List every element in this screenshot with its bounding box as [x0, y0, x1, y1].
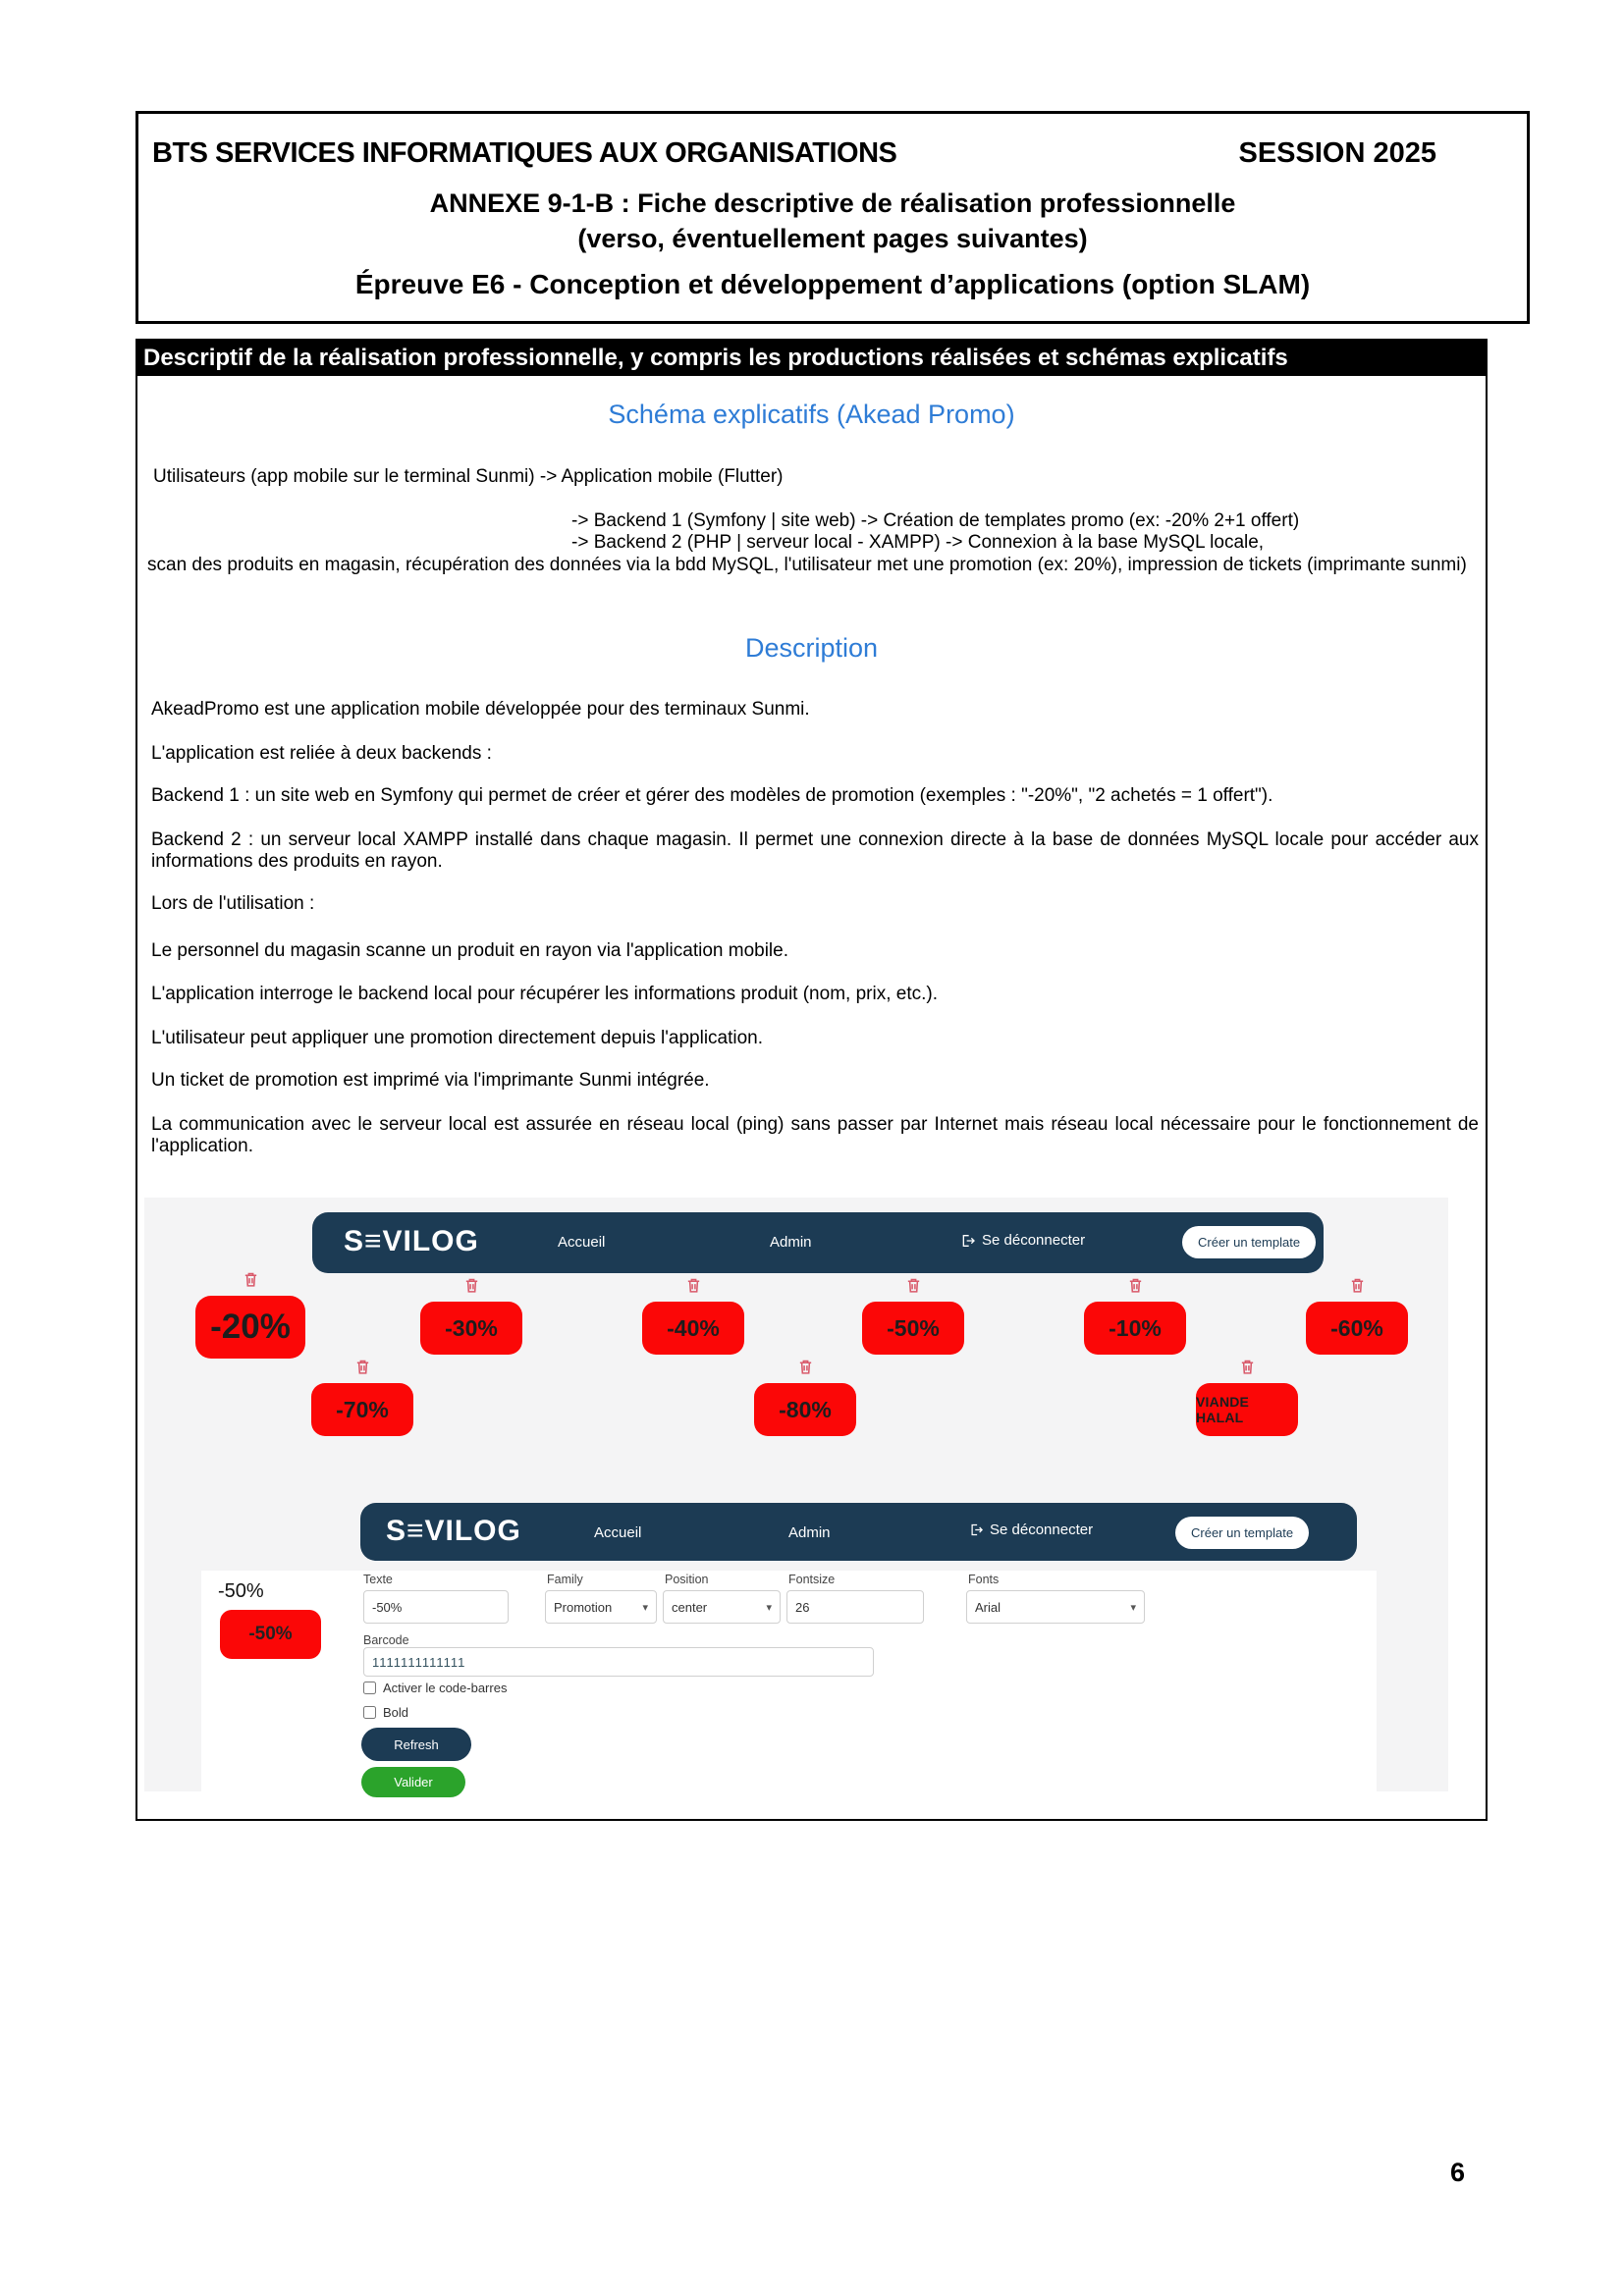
promo-tag[interactable]: -80%	[754, 1383, 856, 1436]
promo-tag-group	[754, 1358, 856, 1436]
barcode-input[interactable]	[363, 1647, 874, 1677]
schema-line: -> Backend 1 (Symfony | site web) -> Création de templates promo (ex: -20% 2+1 offert)	[571, 510, 1300, 531]
schema-heading: Schéma explicatifs (Akead Promo)	[608, 400, 1015, 429]
template-editor-panel	[201, 1571, 1377, 1806]
section-banner: Descriptif de la réalisation professionnelle, y compris les productions réalisées et schémas explicatifs	[137, 341, 1486, 376]
exam-title: BTS SERVICES INFORMATIQUES AUX ORGANISATIONS	[152, 137, 897, 169]
annexe-title: ANNEXE 9-1-B : Fiche descriptive de réalisation professionnelle	[429, 188, 1236, 218]
promo-tag-group	[642, 1276, 744, 1355]
promo-tag-group	[1306, 1276, 1408, 1355]
nav-accueil[interactable]: Accueil	[558, 1234, 606, 1251]
trash-icon[interactable]	[243, 1270, 259, 1289]
nav-logout-label: Se déconnecter	[982, 1232, 1086, 1249]
position-label: Position	[665, 1573, 709, 1586]
barcode-label: Barcode	[363, 1633, 409, 1647]
valider-button[interactable]: Valider	[361, 1767, 465, 1797]
app1-navbar	[312, 1212, 1324, 1273]
template-preview-label: -50%	[218, 1580, 264, 1602]
promo-tag-group	[862, 1276, 964, 1355]
description-paragraph: Un ticket de promotion est imprimé via l'imprimante Sunmi intégrée.	[151, 1070, 710, 1091]
trash-icon[interactable]	[905, 1276, 922, 1295]
annexe-subtitle: (verso, éventuellement pages suivantes)	[577, 224, 1088, 253]
description-paragraph: Le personnel du magasin scanne un produit en rayon via l'application mobile.	[151, 940, 788, 961]
promo-tag-group	[1084, 1276, 1186, 1355]
app2-navbar	[360, 1503, 1357, 1561]
description-paragraph: Backend 2 : un serveur local XAMPP installé dans chaque magasin. Il permet une connexion directe à la base de données MySQL locale pour accéder aux informations des produits en rayon.	[151, 829, 1479, 872]
chevron-down-icon: ▾	[642, 1601, 648, 1614]
bold-checkbox-label: Bold	[383, 1705, 409, 1720]
nav-logout[interactable]	[960, 1232, 1085, 1249]
refresh-button[interactable]: Refresh	[361, 1728, 471, 1761]
sevilog-logo: S≡VILOG	[344, 1225, 479, 1257]
description-heading: Description	[744, 633, 879, 663]
page-number: 6	[1450, 2158, 1466, 2187]
position-select[interactable]	[663, 1590, 781, 1624]
schema-line: scan des produits en magasin, récupération des données via la bdd MySQL, l'utilisateur met une promotion (ex: 20%), impression de tickets (imprimante sunmi)	[147, 555, 1467, 575]
family-label: Family	[547, 1573, 583, 1586]
app-screenshot-area	[144, 1198, 1448, 1791]
barcode-checkbox[interactable]	[363, 1682, 376, 1694]
barcode-checkbox-label: Activer le code-barres	[383, 1681, 508, 1695]
nav-accueil[interactable]: Accueil	[594, 1524, 642, 1541]
nav-logout[interactable]	[969, 1522, 1093, 1538]
logout-icon	[960, 1233, 976, 1249]
trash-icon[interactable]	[463, 1276, 480, 1295]
nav-admin[interactable]: Admin	[788, 1524, 831, 1541]
promo-tag-group	[195, 1270, 305, 1359]
template-preview-tag: -50%	[220, 1610, 321, 1659]
promo-tag[interactable]: VIANDE HALAL	[1196, 1383, 1298, 1436]
promo-tag[interactable]: -10%	[1084, 1302, 1186, 1355]
promo-tag-group	[1196, 1358, 1298, 1436]
schema-line: Utilisateurs (app mobile sur le terminal Sunmi) -> Application mobile (Flutter)	[153, 466, 784, 487]
barcode-checkbox-row	[363, 1681, 507, 1695]
fontsize-input[interactable]	[786, 1590, 924, 1624]
description-paragraph: Lors de l'utilisation :	[151, 893, 315, 914]
sevilog-logo: S≡VILOG	[386, 1515, 521, 1547]
description-paragraph: La communication avec le serveur local est assurée en réseau local (ping) sans passer par Internet mais réseau local nécessaire pour le fonctionnement de l'application.	[151, 1114, 1479, 1156]
description-paragraph: L'application interroge le backend local pour récupérer les informations produit (nom, prix, etc.).	[151, 984, 938, 1004]
exam-header-box	[135, 111, 1530, 324]
logout-icon	[969, 1522, 984, 1537]
promo-tag[interactable]: -50%	[862, 1302, 964, 1355]
fonts-select-value: Arial	[975, 1599, 1001, 1615]
trash-icon[interactable]	[354, 1358, 371, 1376]
fonts-label: Fonts	[968, 1573, 1000, 1586]
promo-tag[interactable]: -70%	[311, 1383, 413, 1436]
description-paragraph: Backend 1 : un site web en Symfony qui permet de créer et gérer des modèles de promotion (exemples : "-20%", "2 achetés = 1 offert").	[151, 785, 1273, 806]
fontsize-label: Fontsize	[788, 1573, 836, 1586]
chevron-down-icon: ▾	[766, 1601, 772, 1614]
promo-tag-group	[420, 1276, 522, 1355]
texte-input[interactable]	[363, 1590, 509, 1624]
trash-icon[interactable]	[685, 1276, 702, 1295]
description-paragraph: AkeadPromo est une application mobile développée pour des terminaux Sunmi.	[151, 699, 810, 720]
chevron-down-icon: ▾	[1130, 1601, 1136, 1614]
promo-tag[interactable]: -30%	[420, 1302, 522, 1355]
bold-checkbox[interactable]	[363, 1706, 376, 1719]
promo-tag-group	[311, 1358, 413, 1436]
texte-label: Texte	[363, 1573, 393, 1586]
create-template-button[interactable]: Créer un template	[1175, 1517, 1309, 1549]
family-select-value: Promotion	[554, 1599, 613, 1615]
family-select[interactable]	[545, 1590, 657, 1624]
bold-checkbox-row	[363, 1705, 408, 1720]
description-paragraph: L'application est reliée à deux backends :	[151, 743, 492, 764]
position-select-value: center	[672, 1599, 708, 1615]
fonts-select[interactable]	[966, 1590, 1145, 1624]
trash-icon[interactable]	[1349, 1276, 1366, 1295]
promo-tag[interactable]: -40%	[642, 1302, 744, 1355]
trash-icon[interactable]	[1127, 1276, 1144, 1295]
nav-admin[interactable]: Admin	[770, 1234, 812, 1251]
description-paragraph: L'utilisateur peut appliquer une promotion directement depuis l'application.	[151, 1028, 764, 1048]
epreuve-title: Épreuve E6 - Conception et développement d’applications (option SLAM)	[354, 269, 1311, 299]
main-content-box	[135, 339, 1488, 1821]
nav-logout-label: Se déconnecter	[990, 1522, 1094, 1538]
trash-icon[interactable]	[1239, 1358, 1256, 1376]
trash-icon[interactable]	[797, 1358, 814, 1376]
session-label: SESSION 2025	[1238, 137, 1436, 169]
promo-tag[interactable]: -60%	[1306, 1302, 1408, 1355]
schema-line: -> Backend 2 (PHP | serveur local - XAMPP) -> Connexion à la base MySQL locale,	[571, 532, 1265, 553]
create-template-button[interactable]: Créer un template	[1182, 1226, 1316, 1258]
promo-tag[interactable]: -20%	[195, 1296, 305, 1359]
